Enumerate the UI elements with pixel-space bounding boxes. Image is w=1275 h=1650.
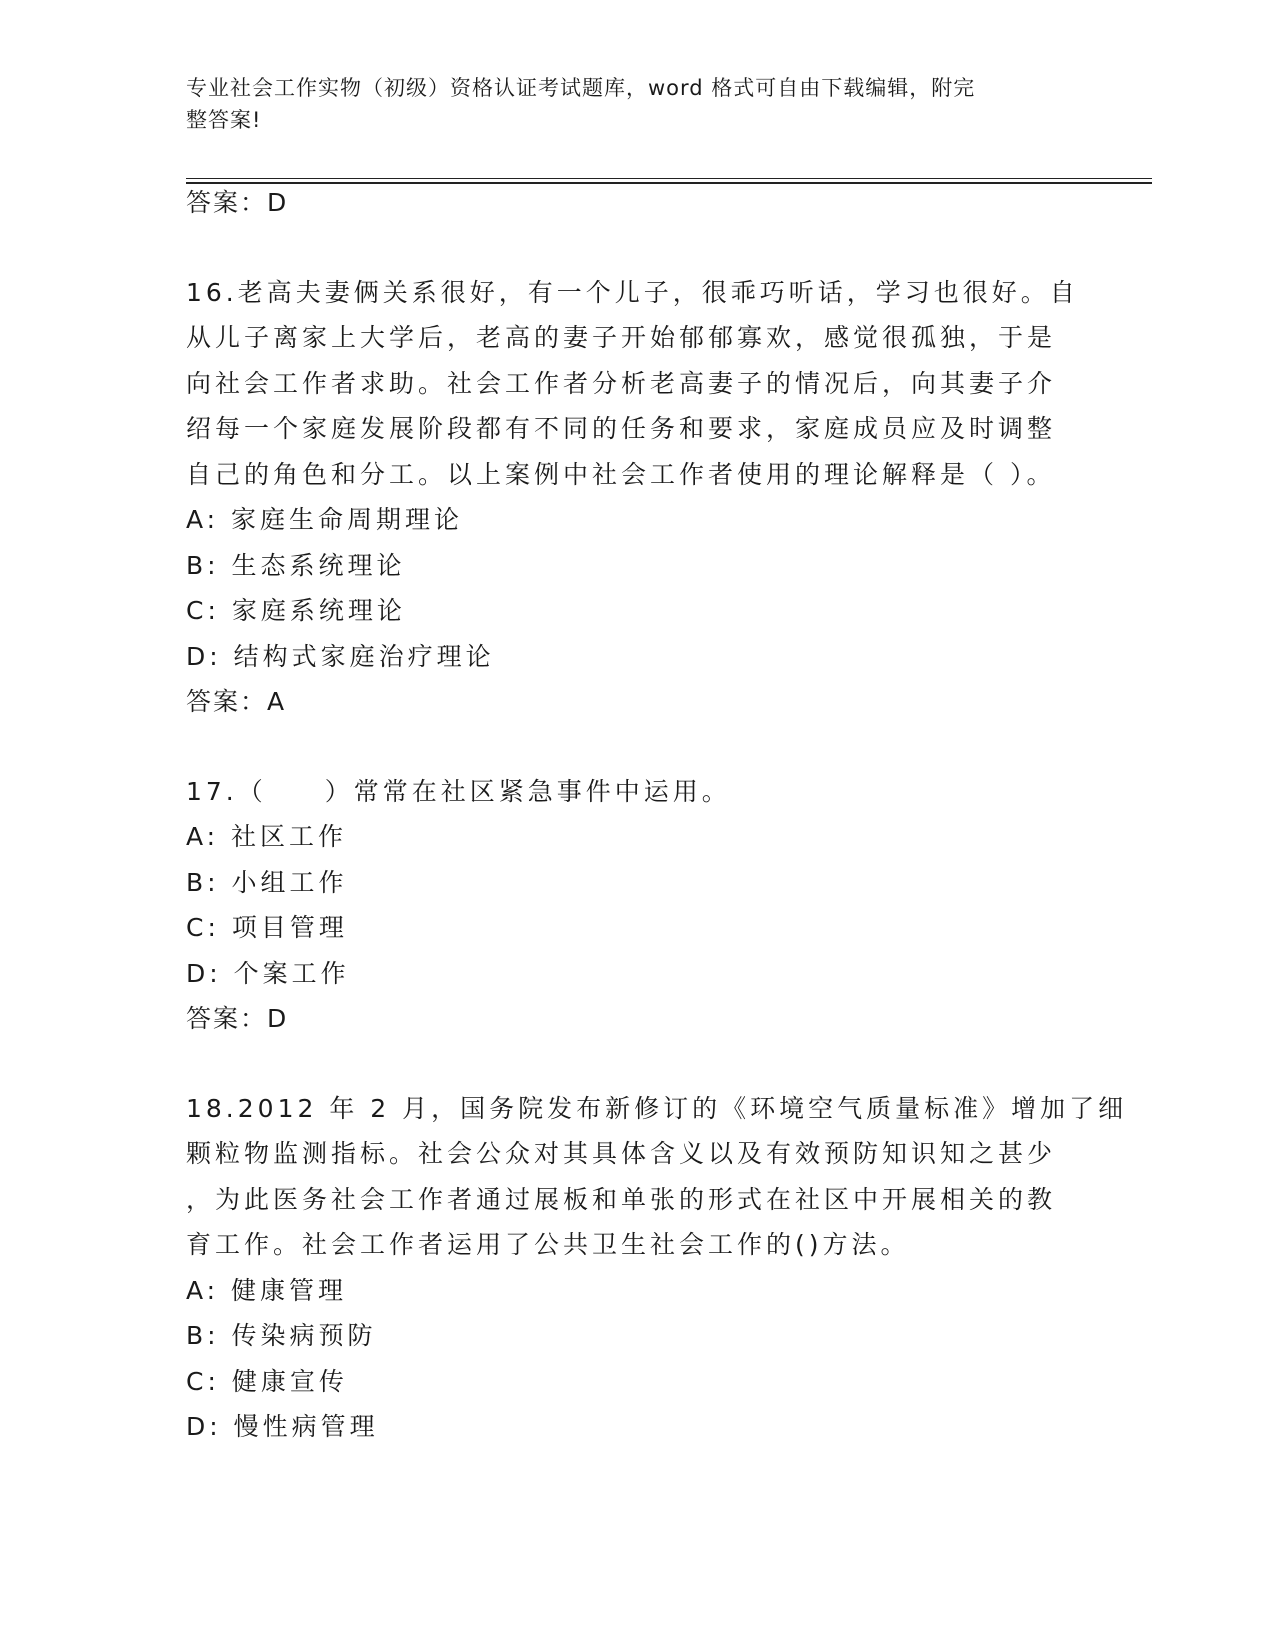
header-divider-thin	[186, 178, 1152, 179]
option-d: D: 个案工作	[186, 958, 350, 988]
option-c: C: 项目管理	[186, 913, 348, 942]
content-area	[186, 180, 1128, 1450]
option-a: A: 健康管理	[186, 1275, 348, 1305]
question-16-line: 向社会工作者求助。社会工作者分析老高妻子的情况后，向其妻子介	[186, 368, 1057, 398]
option-b: B: 传染病预防	[186, 1321, 377, 1350]
question-17	[186, 769, 1086, 1042]
question-16	[186, 270, 1086, 725]
question-18-line: ，为此医务社会工作者通过展板和单张的形式在社区中开展相关的教	[186, 1184, 1057, 1214]
question-18-line: 颗粒物监测指标。社会公众对其具体含义以及有效预防知识知之甚少	[186, 1139, 1057, 1168]
answer-17: 答案：D	[186, 1004, 289, 1033]
question-18-line: 育工作。社会工作者运用了公共卫生社会工作的()方法。	[186, 1230, 910, 1259]
question-18	[186, 1086, 1128, 1450]
option-d: D: 慢性病管理	[186, 1412, 379, 1441]
question-16-line: 从儿子离家上大学后，老高的妻子开始郁郁寡欢，感觉很孤独，于是	[186, 323, 1057, 352]
option-c: C: 健康宣传	[186, 1366, 348, 1396]
question-17-line: 17.（ ）常常在社区紧急事件中运用。	[186, 776, 731, 806]
header-line-2: 整答案!	[186, 108, 262, 132]
answer-15: 答案：D	[186, 188, 289, 217]
option-d: D: 结构式家庭治疗理论	[186, 641, 495, 671]
question-16-line: 自己的角色和分工。以上案例中社会工作者使用的理论解释是（ ）。	[186, 459, 1056, 489]
option-b: B: 小组工作	[186, 867, 348, 897]
option-a: A: 家庭生命周期理论	[186, 505, 464, 534]
option-b: B: 生态系统理论	[186, 550, 406, 580]
question-18-line: 18.2012 年 2 月，国务院发布新修订的《环境空气质量标准》增加了细	[186, 1093, 1128, 1123]
page-header	[186, 72, 1066, 136]
question-16-line: 16.老高夫妻俩关系很好，有一个儿子，很乖巧听话，学习也很好。自	[186, 277, 1079, 307]
header-line-1: 专业社会工作实物（初级）资格认证考试题库，word 格式可自由下载编辑，附完	[186, 76, 976, 100]
answer-16: 答案：A	[186, 687, 287, 716]
option-c: C: 家庭系统理论	[186, 596, 406, 625]
question-16-line: 绍每一个家庭发展阶段都有不同的任务和要求，家庭成员应及时调整	[186, 414, 1057, 443]
option-a: A: 社区工作	[186, 822, 348, 851]
